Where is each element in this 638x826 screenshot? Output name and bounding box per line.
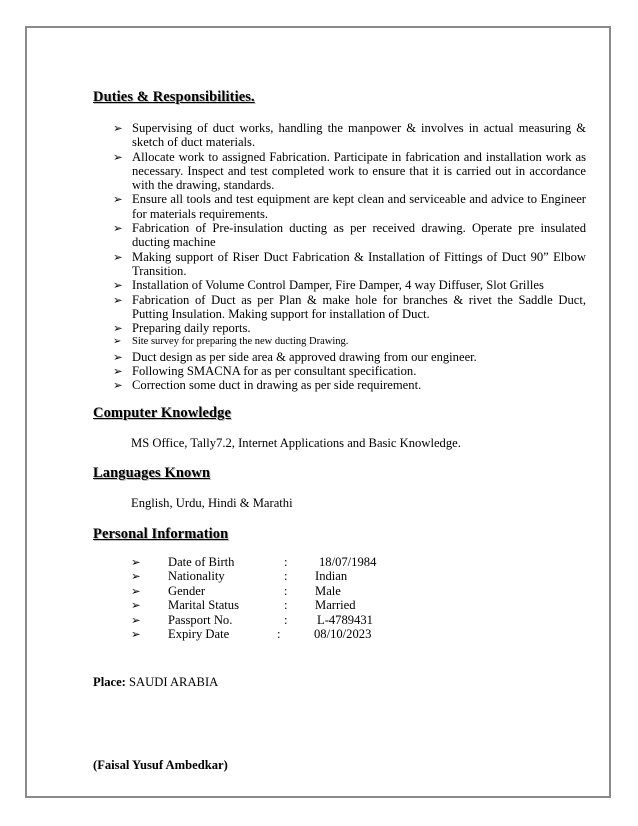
arrow-bullet-icon: ➢	[113, 278, 123, 293]
info-separator: :	[284, 612, 288, 627]
arrow-bullet-icon: ➢	[113, 364, 123, 379]
info-value: Married	[315, 598, 356, 613]
info-value: 18/07/1984	[319, 555, 377, 569]
duty-text: Site survey for preparing the new ducting Drawing.	[132, 336, 349, 348]
arrow-bullet-icon: ➢	[113, 336, 122, 348]
computer-knowledge-text: MS Office, Tally7.2, Internet Applications and Basic Knowledge.	[131, 436, 461, 450]
info-label: Passport No.	[168, 612, 233, 627]
arrow-bullet-icon: ➢	[113, 292, 123, 307]
info-label: Nationality	[168, 569, 225, 584]
list-item	[113, 192, 586, 221]
list-item	[113, 321, 586, 335]
list-item	[113, 335, 586, 349]
arrow-bullet-icon: ➢	[113, 121, 123, 135]
arrow-bullet-icon: ➢	[113, 349, 123, 364]
arrow-bullet-icon: ➢	[131, 598, 141, 613]
duty-text: Duct design as per side area & approved drawing from our engineer.	[132, 349, 477, 364]
languages-heading: Languages Known	[93, 465, 211, 481]
info-separator: :	[284, 555, 288, 569]
personal-info-list	[131, 555, 431, 641]
arrow-bullet-icon: ➢	[113, 321, 123, 336]
arrow-bullet-icon: ➢	[131, 555, 141, 569]
duty-text: Installation of Volume Control Damper, Fire Damper, 4 way Diffuser, Slot Grilles	[132, 278, 544, 293]
arrow-bullet-icon: ➢	[131, 612, 141, 627]
personal-info-row	[131, 627, 431, 641]
place-value: SAUDI ARABIA	[129, 675, 219, 689]
list-item	[113, 150, 586, 193]
duty-text: Preparing daily reports.	[132, 321, 251, 336]
info-separator: :	[284, 583, 288, 598]
info-separator: :	[284, 598, 288, 613]
duty-text: Following SMACNA for as per consultant specification.	[132, 364, 417, 379]
arrow-bullet-icon: ➢	[113, 221, 123, 236]
info-separator: :	[277, 626, 281, 641]
list-item	[113, 221, 586, 250]
info-label: Expiry Date	[168, 626, 230, 641]
info-value: Indian	[315, 569, 348, 584]
languages-text: English, Urdu, Hindi & Marathi	[131, 496, 293, 510]
place-line	[93, 675, 218, 690]
computer-knowledge-heading: Computer Knowledge	[93, 405, 232, 421]
info-label: Gender	[168, 583, 206, 598]
personal-info-row	[131, 584, 431, 598]
info-value: L-4789431	[317, 612, 373, 627]
arrow-bullet-icon: ➢	[131, 583, 141, 598]
personal-info-row	[131, 598, 431, 612]
info-label: Date of Birth	[168, 555, 235, 569]
duty-text: Correction some duct in drawing as per side requirement.	[132, 378, 422, 393]
personal-info-heading: Personal Information	[93, 526, 229, 542]
arrow-bullet-icon: ➢	[131, 626, 141, 641]
duty-text: Ensure all tools and test equipment are kept clean and serviceable and advice to Engineer for materials requirements.	[132, 192, 586, 221]
duty-text: Fabrication of Duct as per Plan & make hole for branches & rivet the Saddle Duct, Putting Insulation. Making support for installation of Duct.	[132, 292, 586, 321]
list-item	[113, 278, 586, 292]
place-label: Place:	[93, 675, 126, 689]
list-item	[113, 121, 586, 150]
duties-heading: Duties & Responsibilities.	[93, 89, 255, 105]
list-item	[113, 378, 586, 392]
arrow-bullet-icon: ➢	[131, 569, 141, 584]
duty-text: Allocate work to assigned Fabrication. Participate in fabrication and installation work as necessary. Inspect and test completed work to ensure that it is carried out in accordance with the drawing, standards.	[132, 149, 586, 193]
arrow-bullet-icon: ➢	[113, 378, 123, 393]
list-item	[113, 350, 586, 364]
duty-text: Supervising of duct works, handling the manpower & involves in actual measuring & sketch of duct materials.	[132, 121, 586, 150]
info-label: Marital Status	[168, 598, 240, 613]
duties-list	[113, 121, 586, 393]
arrow-bullet-icon: ➢	[113, 249, 123, 264]
list-item	[113, 250, 586, 279]
arrow-bullet-icon: ➢	[113, 192, 123, 207]
list-item	[113, 364, 586, 378]
info-value: Male	[315, 583, 341, 598]
duty-text: Fabrication of Pre-insulation ducting as per received drawing. Operate pre insulated ducting machine	[132, 221, 586, 250]
info-separator: :	[284, 569, 288, 584]
arrow-bullet-icon: ➢	[113, 149, 123, 164]
personal-info-row	[131, 569, 431, 583]
info-value: 08/10/2023	[314, 626, 372, 641]
personal-info-row	[131, 555, 431, 569]
personal-info-row	[131, 613, 431, 627]
signature-name: (Faisal Yusuf Ambedkar)	[93, 758, 228, 772]
duty-text: Making support of Riser Duct Fabrication & Installation of Fittings of Duct 90” Elbow Transition.	[132, 249, 586, 278]
list-item	[113, 293, 586, 322]
